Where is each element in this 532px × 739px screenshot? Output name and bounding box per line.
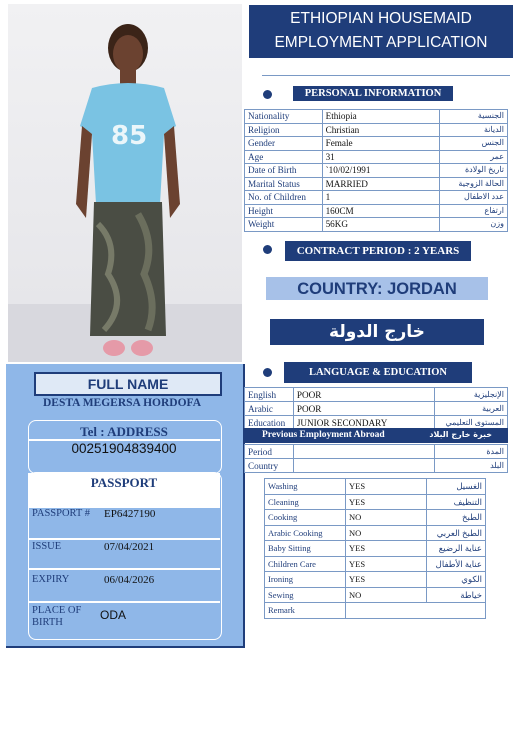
row-label: Children Care xyxy=(265,556,346,572)
row-label-arabic: الطبخ العربي xyxy=(427,525,486,541)
row-label-arabic: الطبخ xyxy=(427,510,486,526)
tel-label: Tel : ADDRESS xyxy=(80,424,168,439)
expiry-value: 06/04/2026 xyxy=(104,574,155,586)
form-title-line-2: EMPLOYMENT APPLICATION xyxy=(274,34,488,51)
row-value: Christian xyxy=(322,123,440,137)
passport-number-label: PASSPORT # xyxy=(32,508,91,519)
row-value: 1 xyxy=(322,191,440,205)
personal-row xyxy=(245,150,508,164)
row-label: Height xyxy=(245,204,323,218)
row-label-arabic: خياطة xyxy=(427,587,486,603)
personal-row xyxy=(245,177,508,191)
personal-row xyxy=(245,204,508,218)
row-value: POOR xyxy=(293,388,434,402)
row-value: NO xyxy=(346,587,427,603)
bullet-icon xyxy=(263,245,272,254)
skill-row xyxy=(265,494,486,510)
row-label: Cooking xyxy=(265,510,346,526)
personal-row xyxy=(245,191,508,205)
row-label: English xyxy=(245,388,294,402)
row-label-arabic: الغسيل xyxy=(427,479,486,495)
row-label-arabic: الحالة الزوجية xyxy=(440,177,508,191)
row-value: MARRIED xyxy=(322,177,440,191)
row-value: YES xyxy=(346,556,427,572)
row-label-arabic: تاريخ الولادة xyxy=(440,164,508,178)
country-arabic: خارج الدولة xyxy=(270,319,484,345)
form-title xyxy=(249,5,513,58)
place-of-birth-label-2: BIRTH xyxy=(32,617,63,628)
row-label: Education xyxy=(245,416,294,430)
skill-row xyxy=(265,572,486,588)
personal-row xyxy=(245,218,508,232)
bullet-icon xyxy=(263,90,272,99)
personal-info-header: PERSONAL INFORMATION xyxy=(293,86,453,101)
language-row xyxy=(245,402,508,416)
row-value xyxy=(293,445,435,459)
row-value: Ethiopia xyxy=(322,110,440,124)
issue-label: ISSUE xyxy=(32,541,62,552)
row-value: 31 xyxy=(322,150,440,164)
row-label: Gender xyxy=(245,137,323,151)
row-value: POOR xyxy=(293,402,434,416)
row-label: Cleaning xyxy=(265,494,346,510)
passport-divider xyxy=(28,601,220,603)
issue-value: 07/04/2021 xyxy=(104,541,155,553)
row-label: Date of Birth xyxy=(245,164,323,178)
skill-row xyxy=(265,525,486,541)
row-label-arabic: الديانة xyxy=(440,123,508,137)
previous-employment-title-ar: خبرة خارج البلاد xyxy=(429,430,492,439)
row-label-arabic: عناية الأطفال xyxy=(427,556,486,572)
row-label-arabic: الجنسية xyxy=(440,110,508,124)
row-label: Arabic Cooking xyxy=(265,525,346,541)
row-label-arabic: العربية xyxy=(435,402,508,416)
row-label: Weight xyxy=(245,218,323,232)
skill-row xyxy=(265,541,486,557)
row-label-arabic: البلد xyxy=(435,459,508,473)
row-label: Arabic xyxy=(245,402,294,416)
language-row xyxy=(245,388,508,402)
row-label: Ironing xyxy=(265,572,346,588)
row-value: 160CM xyxy=(322,204,440,218)
passport-heading: PASSPORT xyxy=(28,473,220,506)
row-label: Baby Sitting xyxy=(265,541,346,557)
personal-row xyxy=(245,137,508,151)
row-value: `10/02/1991 xyxy=(322,164,440,178)
passport-divider xyxy=(28,568,220,570)
row-value: NO xyxy=(346,510,427,526)
row-label: Period xyxy=(245,445,294,459)
row-label-arabic: عناية الرضيع xyxy=(427,541,486,557)
skill-row xyxy=(265,510,486,526)
row-label-arabic: الإنجليزية xyxy=(435,388,508,402)
remark-row xyxy=(265,603,486,619)
tel-value: 00251904839400 xyxy=(71,441,177,456)
row-label: No. of Children xyxy=(245,191,323,205)
bullet-icon xyxy=(263,368,272,377)
row-label: Sewing xyxy=(265,587,346,603)
row-value: Female xyxy=(322,137,440,151)
place-of-birth-value: ODA xyxy=(100,608,127,622)
title-rule xyxy=(262,75,510,76)
svg-text:85: 85 xyxy=(111,121,148,151)
row-value: NO xyxy=(346,525,427,541)
personal-row xyxy=(245,110,508,124)
row-label: Religion xyxy=(245,123,323,137)
row-label-arabic: عدد الاطفال xyxy=(440,191,508,205)
personal-row xyxy=(245,164,508,178)
full-name-label: FULL NAME xyxy=(34,372,222,396)
row-label-arabic: وزن xyxy=(440,218,508,232)
row-label-arabic: التنظيف xyxy=(427,494,486,510)
person-illustration xyxy=(8,4,242,362)
personal-info-table xyxy=(244,109,508,232)
form-title-line-1: ETHIOPIAN HOUSEMAID xyxy=(290,10,472,27)
row-value: YES xyxy=(346,479,427,495)
row-value: 56KG xyxy=(322,218,440,232)
passport-divider xyxy=(28,538,220,540)
row-label-arabic: المستوى التعليمي xyxy=(435,416,508,430)
row-label: Washing xyxy=(265,479,346,495)
passport-number-value: EP6427190 xyxy=(104,508,156,520)
skill-row xyxy=(265,587,486,603)
previous-employment-header xyxy=(244,428,508,443)
full-name-value: DESTA MEGERSA HORDOFA xyxy=(42,397,202,409)
skills-table xyxy=(264,478,486,619)
skill-row xyxy=(265,556,486,572)
personal-row xyxy=(245,123,508,137)
expiry-label: EXPIRY xyxy=(32,574,70,585)
row-label: Marital Status xyxy=(245,177,323,191)
skill-row xyxy=(265,479,486,495)
row-value: YES xyxy=(346,494,427,510)
row-value: JUNIOR SECONDARY xyxy=(293,416,434,430)
row-label-arabic: الجنس xyxy=(440,137,508,151)
row-label: Age xyxy=(245,150,323,164)
place-of-birth-label-1: PLACE OF xyxy=(32,605,82,616)
previous-employment-title: Previous Employment Abroad xyxy=(262,430,385,440)
row-label: Country xyxy=(245,459,294,473)
row-value: YES xyxy=(346,541,427,557)
applicant-photo xyxy=(8,4,242,362)
row-value: YES xyxy=(346,572,427,588)
language-education-header: LANGUAGE & EDUCATION xyxy=(284,362,472,383)
previous-row xyxy=(245,445,508,459)
previous-row xyxy=(245,459,508,473)
remark-field xyxy=(346,603,486,619)
row-value xyxy=(293,459,435,473)
row-label-arabic: المدة xyxy=(435,445,508,459)
row-label-arabic: عمر xyxy=(440,150,508,164)
country-destination: COUNTRY: JORDAN xyxy=(266,277,488,300)
row-label-arabic: ارتفاع xyxy=(440,204,508,218)
contract-period: CONTRACT PERIOD : 2 YEARS xyxy=(285,241,471,261)
remark-label: Remark xyxy=(265,603,346,619)
language-table xyxy=(244,387,508,430)
row-label-arabic: الكوي xyxy=(427,572,486,588)
row-label: Nationality xyxy=(245,110,323,124)
previous-employment-table xyxy=(244,444,508,473)
